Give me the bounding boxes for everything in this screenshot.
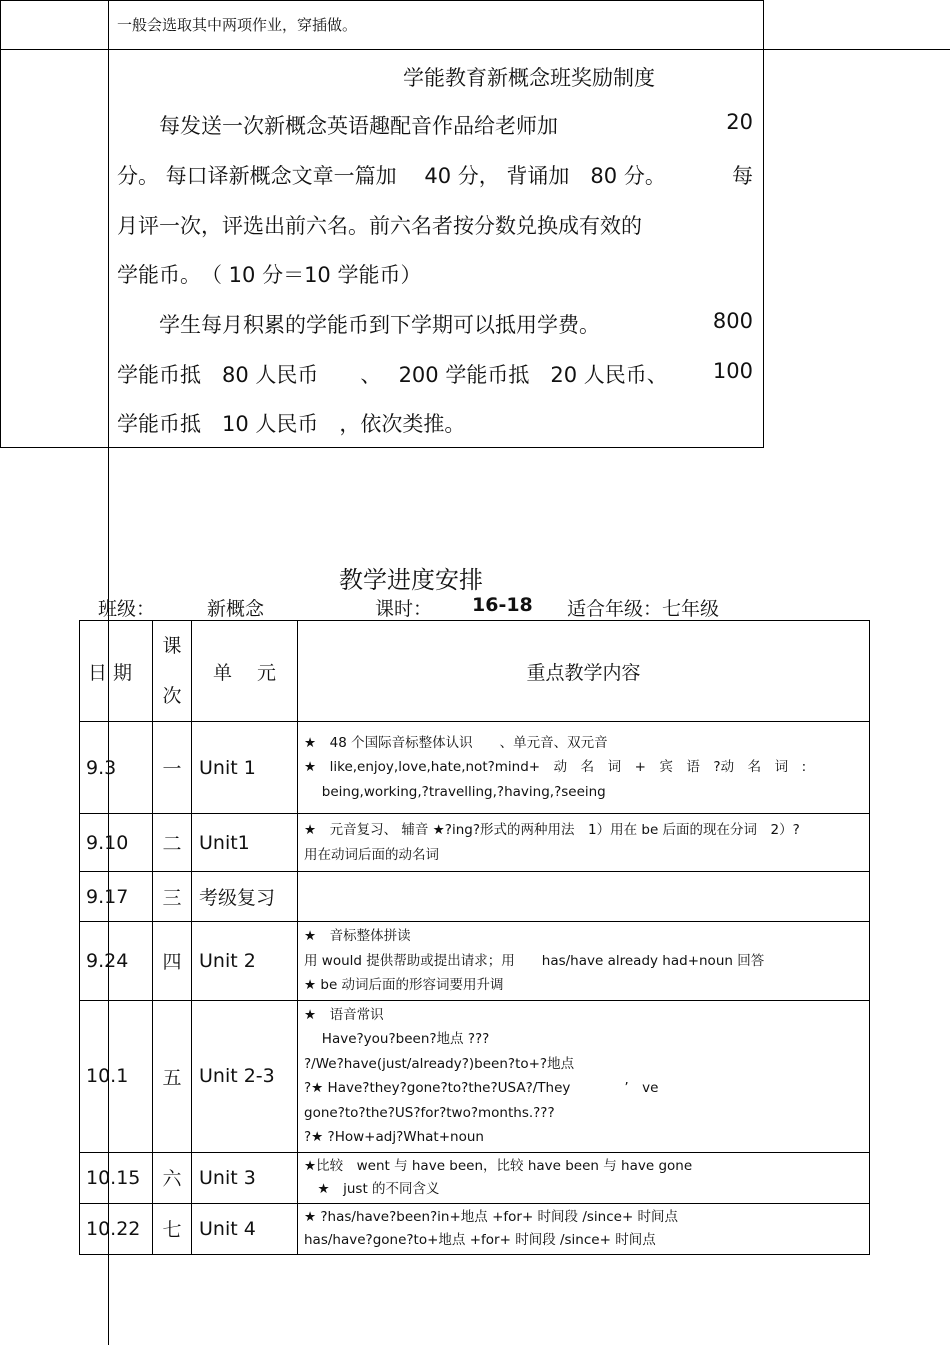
reward-line: 学能币抵 10 人民币 ，依次类推。 xyxy=(117,412,466,436)
header-date: 日 期 xyxy=(80,621,153,722)
reward-line: 学能币抵 80 人民币 、 200 学能币抵 20 人民币、 100 xyxy=(117,359,753,387)
row-date: 9.17 xyxy=(80,872,153,922)
row-unit: Unit 2-3 xyxy=(192,1000,298,1152)
row-unit: Unit 3 xyxy=(192,1152,298,1203)
row-content: ★ 语音常识 Have?you?been?地点 ??? ?/We?have(just/already?)been?to+?地点 ?★ Have?they?gone?to?the?USA?/They ’ ve gone?to?the?US?for?two?months.??? ?★ ?How+adj?What+noun xyxy=(298,1000,870,1152)
reward-title: 学能教育新概念班奖励制度 xyxy=(403,66,655,90)
reward-line: 学能币。 （ 10 分＝10 学能币） xyxy=(117,263,422,287)
row-no: 七 xyxy=(153,1203,192,1254)
row-date: 10.22 xyxy=(80,1203,153,1254)
reward-line: 分。 每口译新概念文章一篇加 40 分， 背诵加 80 分。 每 xyxy=(117,164,753,188)
row-no: 一 xyxy=(153,722,192,814)
grade-label: 适合年级：七年级 xyxy=(567,598,720,620)
row-no: 四 xyxy=(153,922,192,1001)
row-no: 六 xyxy=(153,1152,192,1203)
reward-line: 每发送一次新概念英语趣配音作品给老师加 20 xyxy=(117,110,753,138)
header-unit: 单 元 xyxy=(192,621,298,722)
row-content: ★ ?has/have?been?in+地点 +for+ 时间段 /since+ 时间点 has/have?gone?to+地点 +for+ 时间段 /since+ 时间点 xyxy=(298,1203,870,1254)
row-content: ★比较 went 与 have been，比较 have been 与 have gone ★ just 的不同含义 xyxy=(298,1152,870,1203)
row-unit: Unit 4 xyxy=(192,1203,298,1254)
header-content: 重点教学内容 xyxy=(298,621,870,722)
row-unit: Unit1 xyxy=(192,814,298,872)
table-row xyxy=(80,922,870,1001)
table-row xyxy=(80,1000,870,1152)
row-no: 二 xyxy=(153,814,192,872)
schedule-table xyxy=(79,620,870,1255)
homework-note: 一般会选取其中两项作业，穿插做。 xyxy=(117,16,358,34)
row-content: ★ 48 个国际音标整体认识 、单元音、双元音 ★ like,enjoy,love,hate,not?mind+ 动 名 词 + 宾 语 ?动 名 词 : being,working,?travelling,?having,?seeing xyxy=(298,722,870,814)
class-label: 班级： xyxy=(98,598,156,620)
table-row xyxy=(80,1203,870,1254)
class-value: 新概念 xyxy=(207,598,265,620)
row-date: 10.15 xyxy=(80,1152,153,1203)
row-date: 9.10 xyxy=(80,814,153,872)
row-date: 9.24 xyxy=(80,922,153,1001)
schedule-title: 教学进度安排 xyxy=(339,566,483,594)
row-unit: Unit 2 xyxy=(192,922,298,1001)
header-no: 课 次 xyxy=(153,621,192,722)
table-divider xyxy=(0,49,950,50)
row-no: 三 xyxy=(153,872,192,922)
row-unit: 考级复习 xyxy=(192,872,298,922)
row-unit: Unit 1 xyxy=(192,722,298,814)
table-row xyxy=(80,872,870,922)
reward-table xyxy=(0,0,764,448)
row-content: ★ 元音复习、 辅音 ★?ing?形式的两种用法 1）用在 be 后面的现在分词 2）? 用在动词后面的动名词 xyxy=(298,814,870,872)
row-content xyxy=(298,872,870,922)
table-header-row xyxy=(80,621,870,722)
row-content: ★ 音标整体拼读 用 would 提供帮助或提出请求；用 has/have already had+noun 回答 ★ be 动词后面的形容词要用升调 xyxy=(298,922,870,1001)
table-row xyxy=(80,814,870,872)
table-row xyxy=(80,722,870,814)
reward-line: 学生每月积累的学能币到下学期可以抵用学费。 800 xyxy=(117,309,753,337)
table-row xyxy=(80,1152,870,1203)
row-no: 五 xyxy=(153,1000,192,1152)
row-date: 9.3 xyxy=(80,722,153,814)
hours-value: 16-18 xyxy=(472,594,533,616)
row-date: 10.1 xyxy=(80,1000,153,1152)
hours-label: 课时： xyxy=(375,598,433,620)
reward-line: 月评一次，评选出前六名。前六名者按分数兑换成有效的 xyxy=(117,214,642,238)
